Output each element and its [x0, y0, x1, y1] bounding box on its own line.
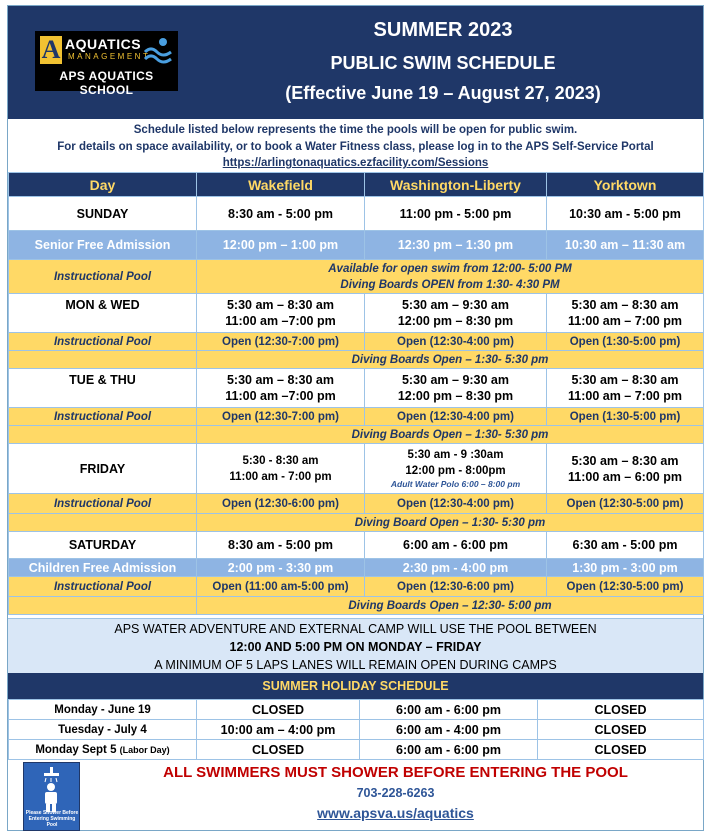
yorktown-cell: 1:30 pm - 3:00 pm — [547, 559, 704, 577]
wl-cell — [365, 294, 547, 333]
instructional-pool-label: Instructional Pool — [9, 577, 197, 597]
time-line: 5:30 am – 8:30 am — [571, 298, 679, 312]
note-line-1: Available for open swim from 12:00- 5:00 PM — [328, 262, 572, 275]
holiday-day: Monday - June 19 — [9, 700, 197, 720]
instructional-pool-note — [197, 260, 704, 294]
empty-cell — [9, 597, 197, 615]
yorktown-cell: Open (1:30-5:00 pm) — [547, 333, 704, 351]
wl-cell: Open (12:30-4:00 pm) — [365, 408, 547, 426]
holiday-table — [8, 699, 704, 760]
page-subtitle: PUBLIC SWIM SCHEDULE — [330, 53, 556, 73]
shower-warning: ALL SWIMMERS MUST SHOWER BEFORE ENTERING THE POOL — [163, 764, 628, 781]
table-row-senior-free — [9, 231, 704, 260]
table-row-children-free — [9, 559, 704, 577]
table-row-tue-thu-diving — [9, 426, 704, 444]
wl-cell: 12:30 pm – 1:30 pm — [365, 231, 547, 260]
wakefield-cell: 10:00 am – 4:00 pm — [197, 720, 360, 740]
header-banner — [8, 6, 703, 119]
wl-cell — [365, 369, 547, 408]
table-row-saturday-instructional — [9, 577, 704, 597]
camp-line-2: 12:00 AND 5:00 PM ON MONDAY – FRIDAY — [229, 640, 482, 654]
aps-aquatics-logo — [35, 31, 178, 97]
water-polo-note: Adult Water Polo 6:00 – 8:00 pm — [390, 479, 521, 489]
note-line-2: Diving Boards OPEN from 1:30- 4:30 PM — [340, 278, 560, 291]
time-line: 11:00 am – 7:00 pm — [568, 314, 682, 328]
yorktown-cell: 10:30 am - 5:00 pm — [547, 197, 704, 231]
wakefield-cell: CLOSED — [197, 700, 360, 720]
holiday-schedule-title: SUMMER HOLIDAY SCHEDULE — [8, 673, 703, 699]
table-row-tue-thu-instructional — [9, 408, 704, 426]
diving-note: Diving Board Open – 1:30- 5:30 pm — [197, 514, 704, 532]
diving-note: Diving Boards Open – 12:30- 5:00 pm — [197, 597, 704, 615]
wl-cell: 6:00 am - 6:00 pm — [360, 700, 538, 720]
diving-note: Diving Boards Open – 1:30- 5:30 pm — [197, 426, 704, 444]
day-cell: MON & WED — [9, 294, 197, 333]
holiday-row — [9, 720, 704, 740]
time-line: 11:00 am –7:00 pm — [225, 314, 336, 328]
info-line-2: For details on space availability, or to book a Water Fitness class, please log in to the APS Self-Service Portal — [57, 140, 654, 153]
time-line: 5:30 am – 8:30 am — [571, 453, 679, 468]
table-row-saturday — [9, 532, 704, 559]
empty-cell — [9, 351, 197, 369]
time-line: 12:00 pm – 8:30 pm — [397, 389, 514, 403]
holiday-day-note: (Labor Day) — [119, 744, 170, 755]
time-line: 5:30 am – 9:30 am — [401, 298, 509, 312]
column-header-wakefield: Wakefield — [197, 173, 365, 197]
camp-line-1: APS WATER ADVENTURE AND EXTERNAL CAMP WILL USE THE POOL BETWEEN — [114, 622, 597, 636]
column-header-yorktown: Yorktown — [547, 173, 704, 197]
effective-dates: (Effective June 19 – August 27, 2023) — [285, 83, 601, 103]
yorktown-cell — [547, 369, 704, 408]
table-row-friday-instructional — [9, 494, 704, 514]
holiday-day — [9, 740, 197, 760]
yorktown-cell: 6:30 am - 5:00 pm — [547, 532, 704, 559]
wl-cell: Open (12:30-4:00 pm) — [365, 333, 547, 351]
time-line: 11:00 am – 7:00 pm — [568, 389, 682, 403]
info-line-1: Schedule listed below represents the time the pools will be open for public swim. — [133, 124, 578, 136]
yorktown-cell: Open (12:30-5:00 pm) — [547, 577, 704, 597]
logo-a-mark: A — [41, 35, 61, 64]
time-line: 11:00 am - 7:00 pm — [229, 470, 332, 483]
time-line: 5:30 am – 8:30 am — [226, 373, 334, 387]
table-row-friday-diving — [9, 514, 704, 532]
footer — [8, 759, 703, 831]
children-label: Children Free Admission — [9, 559, 197, 577]
day-cell: SUNDAY — [9, 197, 197, 231]
yorktown-cell: CLOSED — [538, 740, 704, 760]
table-row-mon-wed-diving — [9, 351, 704, 369]
swimmer-wave-icon — [143, 34, 175, 64]
wl-cell: 6:00 am - 6:00 pm — [360, 740, 538, 760]
camp-line-3: A MINIMUM OF 5 LAPS LANES WILL REMAIN OPEN DURING CAMPS — [154, 658, 557, 672]
table-row-sunday-instructional — [9, 260, 704, 294]
wakefield-cell — [197, 369, 365, 408]
shower-sign — [23, 762, 80, 831]
yorktown-cell — [547, 444, 704, 494]
wl-cell: Open (12:30-6:00 pm) — [365, 577, 547, 597]
diving-note: Diving Boards Open – 1:30- 5:30 pm — [197, 351, 704, 369]
day-cell: FRIDAY — [9, 444, 197, 494]
wakefield-cell: 12:00 pm – 1:00 pm — [197, 231, 365, 260]
yorktown-cell — [547, 294, 704, 333]
wl-cell: 2:30 pm - 4:00 pm — [365, 559, 547, 577]
wakefield-cell: CLOSED — [197, 740, 360, 760]
table-row-saturday-diving — [9, 597, 704, 615]
wakefield-cell: Open (12:30-7:00 pm) — [197, 333, 365, 351]
website-link[interactable]: www.apsva.us/aquatics — [317, 805, 474, 821]
instructional-pool-label: Instructional Pool — [9, 260, 197, 294]
page-title: SUMMER 2023 — [373, 19, 513, 41]
table-row-sunday — [9, 197, 704, 231]
yorktown-cell: CLOSED — [538, 700, 704, 720]
holiday-day-name: Monday Sept 5 — [35, 743, 117, 756]
shower-person-icon — [24, 765, 79, 813]
time-line: 11:00 am –7:00 pm — [225, 389, 336, 403]
time-line: 5:30 am – 8:30 am — [571, 373, 679, 387]
wakefield-cell: 2:00 pm - 3:30 pm — [197, 559, 365, 577]
portal-link[interactable]: https://arlingtonaquatics.ezfacility.com/Sessions — [222, 157, 489, 169]
logo-management-text: MANAGEMENT — [68, 52, 151, 61]
time-line: 5:30 - 8:30 am — [242, 454, 319, 467]
shower-sign-caption: Please Shower Before Entering Swimming Pool — [25, 810, 79, 828]
wl-cell: 6:00 am - 6:00 pm — [365, 532, 547, 559]
yorktown-cell: Open (12:30-5:00 pm) — [547, 494, 704, 514]
empty-cell — [9, 514, 197, 532]
camp-notice — [8, 618, 703, 673]
holiday-row — [9, 740, 704, 760]
yorktown-cell: Open (1:30-5:00 pm) — [547, 408, 704, 426]
wl-cell: Open (12:30-4:00 pm) — [365, 494, 547, 514]
wakefield-cell: Open (12:30-6:00 pm) — [197, 494, 365, 514]
time-line: 5:30 am – 9:30 am — [401, 373, 509, 387]
wakefield-cell: Open (11:00 am-5:00 pm) — [197, 577, 365, 597]
instructional-pool-label: Instructional Pool — [9, 494, 197, 514]
table-row-friday — [9, 444, 704, 494]
day-cell: SATURDAY — [9, 532, 197, 559]
day-cell: TUE & THU — [9, 369, 197, 408]
holiday-row — [9, 700, 704, 720]
table-row-tue-thu — [9, 369, 704, 408]
phone-number[interactable]: 703-228-6263 — [356, 786, 435, 800]
wakefield-cell: 8:30 am - 5:00 pm — [197, 532, 365, 559]
holiday-day: Tuesday - July 4 — [9, 720, 197, 740]
table-row-mon-wed-instructional — [9, 333, 704, 351]
instructional-pool-label: Instructional Pool — [9, 333, 197, 351]
senior-label: Senior Free Admission — [9, 231, 197, 260]
schedule-page — [7, 5, 704, 831]
empty-cell — [9, 426, 197, 444]
logo-aquatics-text: AQUATICS — [65, 36, 142, 52]
wl-cell — [365, 444, 547, 494]
logo-school-text: APS AQUATICS SCHOOL — [59, 69, 154, 97]
wl-cell: 6:00 am - 4:00 pm — [360, 720, 538, 740]
column-header-day: Day — [9, 173, 197, 197]
time-line: 12:00 pm – 8:30 pm — [397, 314, 514, 328]
table-row-mon-wed — [9, 294, 704, 333]
wakefield-cell: Open (12:30-7:00 pm) — [197, 408, 365, 426]
wakefield-cell — [197, 444, 365, 494]
instructional-pool-label: Instructional Pool — [9, 408, 197, 426]
time-line: 12:00 pm - 8:00pm — [405, 465, 506, 477]
info-section — [8, 119, 703, 172]
yorktown-cell: CLOSED — [538, 720, 704, 740]
time-line: 11:00 am – 6:00 pm — [568, 469, 682, 484]
table-header-row — [9, 173, 704, 197]
wakefield-cell — [197, 294, 365, 333]
yorktown-cell: 10:30 am – 11:30 am — [547, 231, 704, 260]
time-line: 5:30 am – 8:30 am — [226, 298, 334, 312]
column-header-washington-liberty: Washington-Liberty — [365, 173, 547, 197]
wl-cell: 11:00 pm - 5:00 pm — [365, 197, 547, 231]
schedule-table — [8, 172, 704, 615]
wakefield-cell: 8:30 am - 5:00 pm — [197, 197, 365, 231]
time-line: 5:30 am - 9 :30am — [407, 449, 504, 461]
